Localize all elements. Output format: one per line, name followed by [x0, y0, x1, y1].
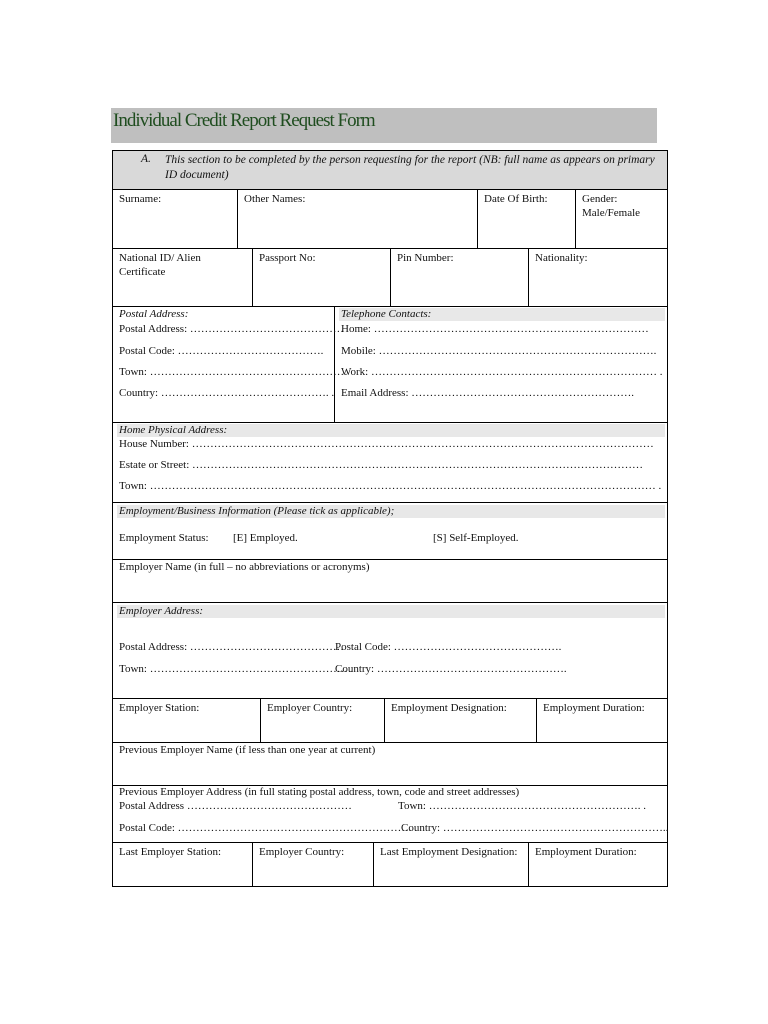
employer-station-field[interactable] — [113, 699, 261, 742]
gender-field[interactable] — [576, 190, 667, 248]
last-employment-duration-label: Employment Duration: — [535, 846, 637, 858]
address-contacts-row — [113, 307, 667, 423]
home-physical-address-header: Home Physical Address: — [117, 424, 665, 437]
identification-row — [113, 249, 667, 307]
other-names-field[interactable] — [238, 190, 478, 248]
credit-report-form — [112, 150, 668, 887]
nationality-label: Nationality: — [535, 252, 588, 264]
employment-info-header: Employment/Business Information (Please tick as applicable); — [117, 505, 665, 518]
employment-info-section — [113, 503, 667, 560]
home-physical-address-section — [113, 423, 667, 503]
mobile-phone-field[interactable]: Mobile: …………………………………………………………………. — [341, 345, 657, 357]
other-names-label: Other Names: — [244, 193, 306, 205]
previous-employer-address-section — [113, 786, 667, 843]
house-number-field[interactable]: House Number: ……………………………………………………………………………………………………………… — [119, 438, 654, 450]
nationality-field[interactable] — [529, 249, 667, 306]
surname-field[interactable] — [113, 190, 238, 248]
employer-town-field[interactable]: Town: ……………………………………………… . — [119, 663, 354, 675]
previous-employer-address-header: Previous Employer Address (in full stating postal address, town, code and street addresses) — [119, 786, 520, 798]
postal-address-field[interactable]: Postal Address: …………………………………… — [119, 323, 344, 335]
section-a-header — [113, 151, 667, 190]
employer-name-field[interactable] — [113, 560, 667, 603]
postal-code-field[interactable]: Postal Code: …………………………………. — [119, 345, 324, 357]
surname-label: Surname: — [119, 193, 162, 205]
last-employment-duration-field[interactable] — [529, 843, 667, 886]
section-a-marker: A. — [141, 153, 151, 165]
employer-details-row — [113, 699, 667, 743]
previous-town-field[interactable]: Town: …………………………………………………. . — [398, 800, 646, 812]
postal-address-section — [113, 307, 348, 422]
national-id-label: National ID/ Alien Certificate — [119, 252, 201, 278]
telephone-contacts-header: Telephone Contacts: — [339, 308, 665, 321]
home-town-field[interactable]: Town: ………………………………………………………………………………………………………………………… . — [119, 480, 662, 492]
employer-address-section — [113, 603, 667, 699]
telephone-contacts-section — [335, 307, 667, 422]
date-of-birth-field[interactable] — [478, 190, 576, 248]
dob-label: Date Of Birth: — [484, 193, 548, 205]
employment-designation-label: Employment Designation: — [391, 702, 507, 714]
town-field[interactable]: Town: ……………………………………………… — [119, 366, 348, 378]
passport-field[interactable] — [253, 249, 391, 306]
last-employment-designation-field[interactable] — [374, 843, 529, 886]
employer-country-field[interactable]: Country: ……………………………………………. — [335, 663, 567, 675]
gender-label: Gender: — [582, 193, 618, 205]
employed-option[interactable]: [E] Employed. — [233, 532, 298, 544]
national-id-field[interactable] — [113, 249, 253, 306]
previous-postal-code-field[interactable]: Postal Code: ………………………………………………………. — [119, 822, 412, 834]
employer-country-cell[interactable] — [261, 699, 385, 742]
pin-number-field[interactable] — [391, 249, 529, 306]
personal-row — [113, 190, 667, 249]
gender-options: Male/Female — [582, 207, 641, 219]
previous-employer-name-label: Previous Employer Name (if less than one year at current) — [119, 744, 376, 756]
previous-employer-name-field[interactable] — [113, 743, 667, 786]
employer-station-label: Employer Station: — [119, 702, 200, 714]
employment-duration-field[interactable] — [537, 699, 667, 742]
last-employer-row — [113, 843, 667, 886]
last-employer-country-field[interactable] — [253, 843, 374, 886]
pin-label: Pin Number: — [397, 252, 454, 264]
employer-address-header: Employer Address: — [117, 605, 665, 618]
home-phone-field[interactable]: Home: ………………………………………………………………… — [341, 323, 649, 335]
employer-postal-address-field[interactable]: Postal Address: …………………………………… — [119, 641, 344, 653]
form-title-bar — [111, 108, 657, 143]
employer-postal-code-field[interactable]: Postal Code: ………………………………………. — [335, 641, 562, 653]
last-employer-country-label: Employer Country: — [259, 846, 345, 858]
section-a-text: This section to be completed by the person requesting for the report (NB: full name as appears on primary ID document) — [165, 154, 655, 181]
passport-label: Passport No: — [259, 252, 316, 264]
employment-duration-label: Employment Duration: — [543, 702, 645, 714]
email-address-field[interactable]: Email Address: ……………………………………………………. — [341, 387, 635, 399]
employer-country-label: Employer Country: — [267, 702, 353, 714]
last-employer-station-label: Last Employer Station: — [119, 846, 222, 858]
previous-postal-address-field[interactable]: Postal Address ……………………………………… — [119, 800, 352, 812]
postal-address-header: Postal Address: — [119, 308, 189, 320]
previous-country-field[interactable]: Country: …………………………………………………….. — [401, 822, 669, 834]
form-title: Individual Credit Report Request Form — [113, 110, 375, 131]
work-phone-field[interactable]: Work: …………………………………………………………………… . — [341, 366, 663, 378]
employment-status-label: Employment Status: — [119, 532, 209, 544]
last-employer-station-field[interactable] — [113, 843, 253, 886]
estate-street-field[interactable]: Estate or Street: …………………………………………………………………………………………………………… — [119, 459, 644, 471]
employment-designation-field[interactable] — [385, 699, 537, 742]
country-field[interactable]: Country: ………………………………………. . — [119, 387, 335, 399]
last-employment-designation-label: Last Employment Designation: — [380, 846, 518, 858]
employer-name-label: Employer Name (in full – no abbreviations or acronyms) — [119, 561, 370, 573]
self-employed-option[interactable]: [S] Self-Employed. — [433, 532, 519, 544]
